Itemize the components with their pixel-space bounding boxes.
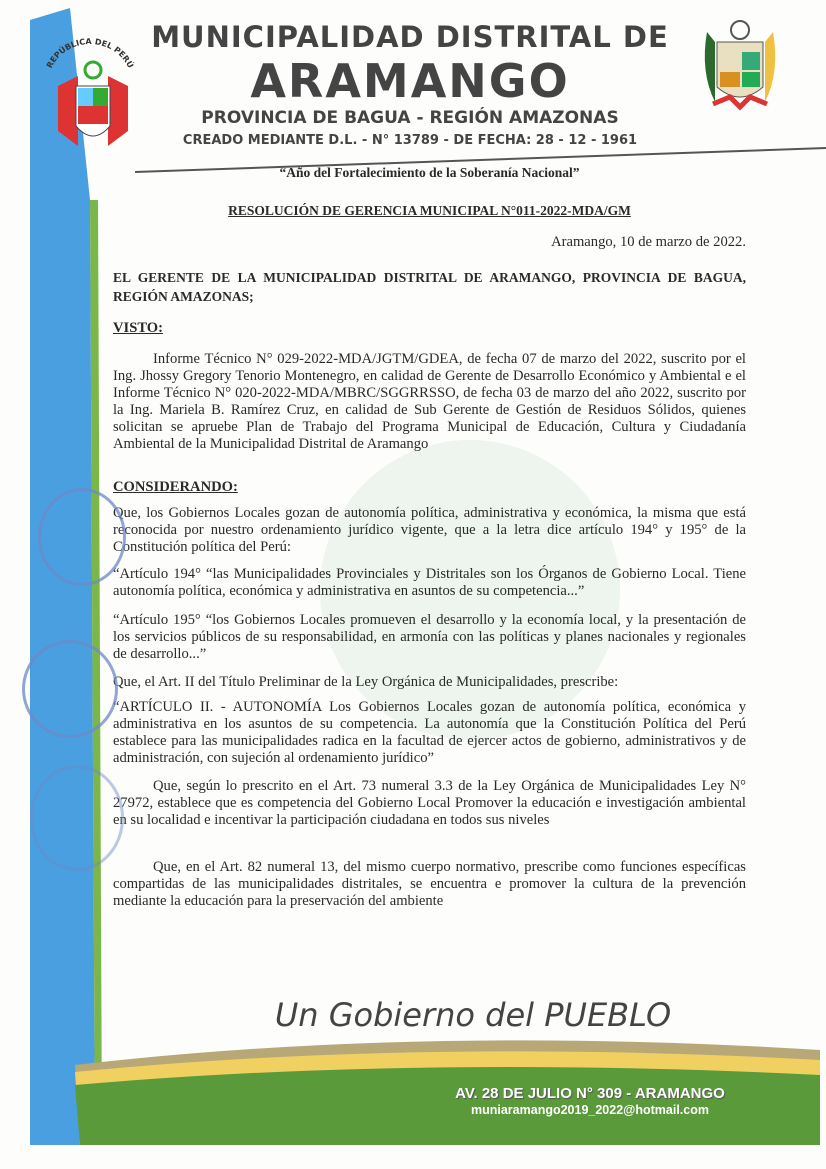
header-title-line2: ARAMANGO xyxy=(250,54,570,108)
considerando-paragraph-4: Que, el Art. II del Título Preliminar de la Ley Orgánica de Municipalidades, prescribe: xyxy=(113,674,619,690)
considerando-paragraph-7: Que, en el Art. 82 numeral 13, del mismo cuerpo normativo, prescribe como funciones específicas compartidas de las municipalidades distritales, se encuentra e promover la cultura de la prevención mediante la educación para la preservación del ambiente xyxy=(113,859,746,909)
considerando-heading: CONSIDERANDO: xyxy=(113,479,238,495)
aramango-coat-of-arms-logo xyxy=(695,12,785,117)
visto-heading: VISTO: xyxy=(113,320,164,336)
municipal-stamp-2 xyxy=(22,640,118,738)
footer-slogan: Un Gobierno del PUEBLO xyxy=(274,996,672,1034)
seal-text-arc xyxy=(45,37,137,70)
authority-heading: EL GERENTE DE LA MUNICIPALIDAD DISTRITAL DE ARAMANGO, PROVINCIA DE BAGUA, REGIÓN AMAZONAS; xyxy=(113,270,746,304)
footer-address: AV. 28 DE JULIO N° 309 - ARAMANGO xyxy=(455,1085,725,1102)
year-motto: “Año del Fortalecimiento de la Soberanía Nacional” xyxy=(279,165,580,180)
footer-email: muniaramango2019_2022@hotmail.com xyxy=(471,1103,709,1117)
considerando-paragraph-6: Que, según lo prescrito en el Art. 73 numeral 3.3 de la Ley Orgánica de Municipalidades Ley N° 27972, establece que es competencia del Gobierno Local Promover la educación e investigación ambiental en su localidad e incentivar la participación ciudadana en todos sus niveles xyxy=(113,778,746,828)
resolution-title: RESOLUCIÓN DE GERENCIA MUNICIPAL N°011-2022-MDA/GM xyxy=(228,203,631,218)
left-seal-text: REPÚBLICA DEL PERÚ xyxy=(44,36,136,70)
considerando-paragraph-1: Que, los Gobiernos Locales gozan de autonomía política, administrativa y económica, la misma que está reconocida por nuestro ordenamiento jurídico vigente, que a la letra dice artículo 194° y 195° de la Constitución política del Perú: xyxy=(113,505,746,555)
article-ii-quote: “ARTÍCULO II. - AUTONOMÍA Los Gobiernos Locales gozan de autonomía política, económica y administrativa en los asuntos de su competencia. La autonomía que la Constitución Política del Perú establece para las municipalidades radica en la facultad de ejercer actos de gobierno, administrativos y de administración, con sujeción al ordenamiento jurídico” xyxy=(113,699,746,766)
header-created: CREADO MEDIANTE D.L. - N° 13789 - DE FECHA: 28 - 12 - 1961 xyxy=(182,133,638,148)
municipal-stamp-3 xyxy=(30,765,124,871)
peru-coat-of-arms-logo xyxy=(40,36,140,161)
article-195-quote: “Artículo 195° “los Gobiernos Locales promueven el desarrollo y la economía local, y la presentación de los servicios públicos de su responsabilidad, en armonía con las políticas y planes nacionales y regionales de desarrollo...” xyxy=(113,612,746,662)
visto-paragraph: Informe Técnico N° 029-2022-MDA/JGTM/GDEA, de fecha 07 de marzo del 2022, suscrito por el Ing. Jhossy Gregory Tenorio Montenegro, en calidad de Gerente de Desarrollo Económico y Ambiental e el Informe Técnico N° 020-2022-MDA/MBRC/SGGRRSSO, de fecha 03 de marzo del año 2022, suscrito por la Ing. Mariela B. Ramírez Cruz, en calidad de Sub Gerente de Gestión de Residuos Sólidos, quienes solicitan se apruebe Plan de Trabajo del Programa Municipal de Educación, Cultura y Ciudadanía Ambiental de la Municipalidad Distrital de Aramango xyxy=(113,351,746,452)
article-194-quote: “Artículo 194° “las Municipalidades Provinciales y Distritales son los Órganos de Gobierno Local. Tiene autonomía política, económica y administrativa en asuntos de su competencia...” xyxy=(113,566,746,599)
header-title-line1: MUNICIPALIDAD DISTRITAL DE xyxy=(151,20,669,54)
date-line: Aramango, 10 de marzo de 2022. xyxy=(551,234,746,250)
municipal-stamp-1 xyxy=(38,488,126,586)
header-province: PROVINCIA DE BAGUA - REGIÓN AMAZONAS xyxy=(201,108,619,128)
